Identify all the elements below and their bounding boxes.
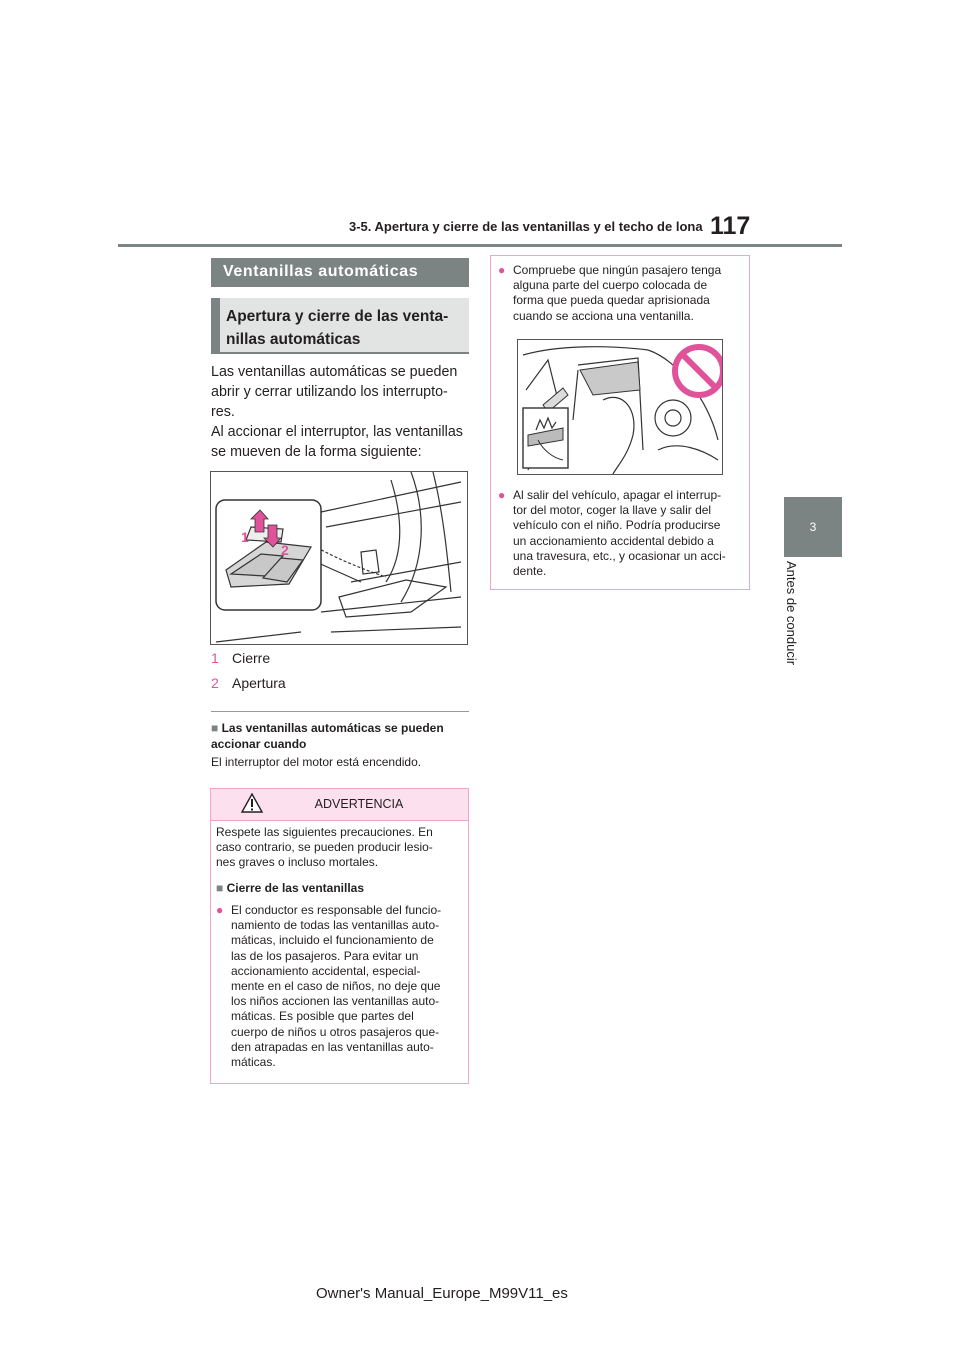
chapter-tab-number: 3	[809, 520, 817, 534]
warning-box	[210, 788, 469, 1084]
chapter-tab-label: Antes de conducir	[784, 561, 799, 666]
square-bullet-icon: ■	[216, 881, 224, 895]
hand-trapped-window-illustration	[517, 339, 723, 475]
callout-1: 1	[241, 529, 249, 545]
callout-2: 2	[281, 542, 289, 558]
bullet-dot-icon: ●	[216, 903, 224, 917]
note-body: El interruptor del motor está encendido.	[211, 755, 422, 769]
warning-bullet-leaving: ● Al salir del vehículo, apagar el interrup- tor del motor, coger la llave y salir del vehículo con el niño. Podría producirse un accionamiento accidental debido a una travesura, etc., y ocasionar un acci- dente.	[498, 488, 726, 579]
footer-manual-id: Owner's Manual_Europe_M99V11_es	[316, 1285, 568, 1302]
legend-item-open: 2 Apertura	[211, 675, 286, 691]
warning-header	[211, 789, 468, 821]
legend-item-close: 1 Cierre	[211, 650, 271, 666]
subsection-heading: Apertura y cierre de las venta-nillas automáticas	[211, 298, 469, 354]
note-heading: ■ Las ventanillas automáticas se pueden accionar cuando	[211, 721, 444, 751]
divider	[211, 711, 469, 712]
window-switch-illustration	[210, 471, 468, 645]
warning-subheading: ■ Cierre de las ventanillas	[216, 881, 364, 895]
intro-paragraph: Las ventanillas automáticas se pueden abrir y cerrar utilizando los interrupto- res. Al accionar el interruptor, las ventanillas se mueven de la forma siguiente:	[211, 364, 463, 460]
page-number: 117	[710, 212, 751, 240]
square-bullet-icon: ■	[211, 721, 219, 735]
warning-title: ADVERTENCIA	[314, 797, 404, 811]
chapter-section-title: 3-5. Apertura y cierre de las ventanillas y el techo de lona	[349, 219, 703, 234]
warning-bullet-passenger: ● Compruebe que ningún pasajero tenga alguna parte del cuerpo colocada de forma que pueda quedar aprisionada cuando se acciona una ventanilla.	[498, 263, 722, 323]
warning-intro: Respete las siguientes precauciones. En caso contrario, se pueden producir lesio- nes graves o incluso mortales.	[216, 825, 433, 870]
bullet-dot-icon: ●	[498, 263, 506, 277]
header-rule	[118, 244, 842, 247]
warning-bullet: ● El conductor es responsable del funcio- namiento de todas las ventanillas auto- máticas, incluido el funcionamiento de las de los pasajeros. Para evitar un accionamiento accidental, especial- mente en el caso de niños, no deje que los niños accionen las ventanillas auto- máticas. Es posible que partes del cuerpo de niños u otros pasajeros que- den atrapadas en las ventanillas auto- máticas.	[216, 903, 442, 1070]
chapter-tab[interactable]	[784, 497, 842, 557]
section-heading: Ventanillas automáticas	[211, 258, 469, 287]
bullet-dot-icon: ●	[498, 488, 506, 502]
